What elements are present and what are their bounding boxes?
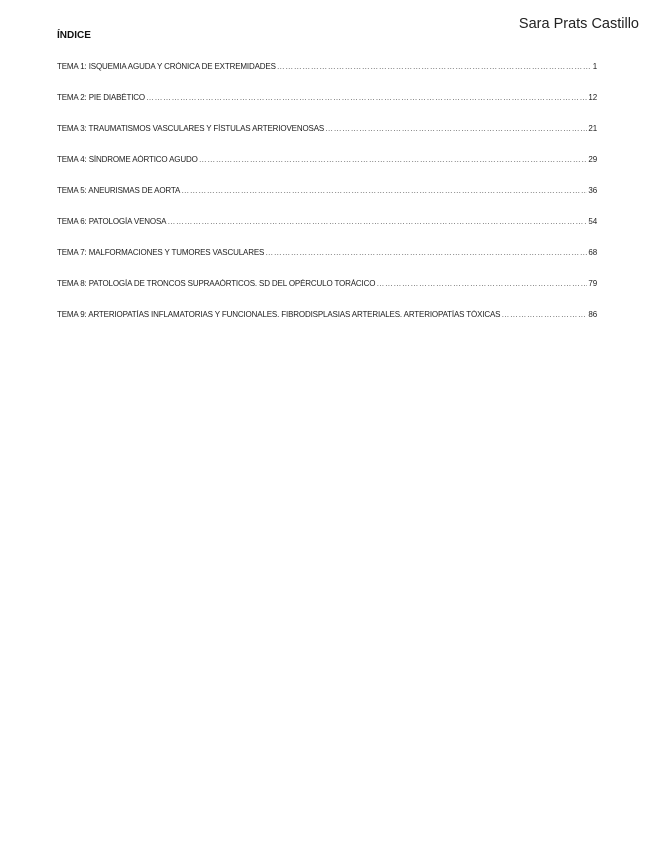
toc-entry-label: TEMA 1: ISQUEMIA AGUDA Y CRÓNICA DE EXTREMIDADES xyxy=(57,62,276,71)
toc-entry-label: TEMA 3: TRAUMATISMOS VASCULARES Y FÍSTULAS ARTERIOVENOSAS xyxy=(57,124,325,133)
dot-leader xyxy=(167,217,587,226)
toc-entry-page: 54 xyxy=(588,217,597,226)
toc-entry-page: 36 xyxy=(588,186,597,195)
toc-entry-tema-3[interactable] xyxy=(57,124,597,155)
toc-entry-label: TEMA 5: ANEURISMAS DE AORTA xyxy=(57,186,181,195)
toc-title: ÍNDICE xyxy=(57,30,91,41)
dot-leader xyxy=(265,248,587,257)
toc-entry-label: TEMA 2: PIE DIABÉTICO xyxy=(57,93,145,102)
toc-entry-label: TEMA 7: MALFORMACIONES Y TUMORES VASCULARES xyxy=(57,248,265,257)
toc-entry-tema-9[interactable] xyxy=(57,310,597,341)
toc-entry-tema-6[interactable] xyxy=(57,217,597,248)
dot-leader xyxy=(376,279,587,288)
toc-entry-page: 29 xyxy=(588,155,597,164)
toc-entry-page: 86 xyxy=(588,310,597,319)
dot-leader xyxy=(501,310,587,319)
dot-leader xyxy=(277,62,592,71)
toc-entry-label: TEMA 9: ARTERIOPATÍAS INFLAMATORIAS Y FUNCIONALES. FIBRODISPLASIAS ARTERIALES. ARTERIOPATÍAS TÓXICAS xyxy=(57,310,501,319)
toc-entry-page: 21 xyxy=(588,124,597,133)
toc-entry-label: TEMA 8: PATOLOGÍA DE TRONCOS SUPRAAÓRTICOS. SD DEL OPÉRCULO TORÁCICO xyxy=(57,279,376,288)
toc-entry-page: 1 xyxy=(592,62,597,71)
toc-entry-label: TEMA 4: SÍNDROME AÓRTICO AGUDO xyxy=(57,155,198,164)
dot-leader xyxy=(199,155,588,164)
toc-entry-page: 68 xyxy=(588,248,597,257)
dot-leader xyxy=(181,186,587,195)
table-of-contents xyxy=(57,62,597,341)
dot-leader xyxy=(146,93,587,102)
toc-entry-tema-5[interactable] xyxy=(57,186,597,217)
toc-entry-page: 12 xyxy=(588,93,597,102)
toc-entry-tema-2[interactable] xyxy=(57,93,597,124)
toc-entry-tema-4[interactable] xyxy=(57,155,597,186)
toc-entry-tema-1[interactable] xyxy=(57,62,597,93)
dot-leader xyxy=(325,124,587,133)
author-name: Sara Prats Castillo xyxy=(518,16,639,32)
toc-entry-tema-8[interactable] xyxy=(57,279,597,310)
toc-entry-label: TEMA 6: PATOLOGÍA VENOSA xyxy=(57,217,167,226)
toc-entry-tema-7[interactable] xyxy=(57,248,597,279)
toc-entry-page: 79 xyxy=(588,279,597,288)
